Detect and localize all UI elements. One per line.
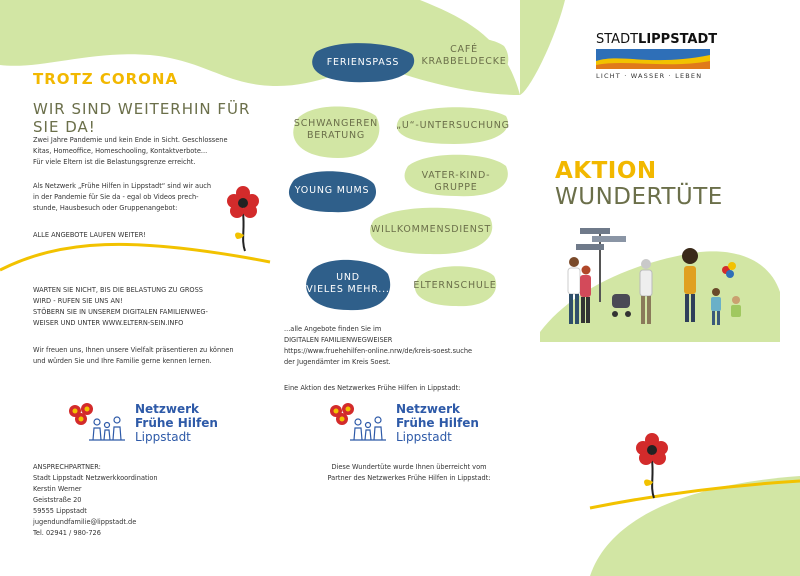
- contact-phone: Tel. 02941 / 980-726: [33, 529, 101, 537]
- aktion-text: Eine Aktion des Netzwerkes Frühe Hilfen in Lippstadt:: [284, 384, 461, 392]
- text-line: ...alle Angebote finden Sie im: [284, 325, 382, 333]
- logo-line-lippstadt: Lippstadt: [135, 430, 191, 444]
- logo-line-fruehe-hilfen: Frühe Hilfen: [135, 416, 218, 430]
- netzwerk-logo: [65, 400, 245, 450]
- logo-line-netzwerk: Netzwerk: [135, 402, 200, 416]
- text-line: STÖBERN SIE IN UNSEREM DIGITALEN FAMILIENWEG-: [33, 308, 208, 316]
- blob-label-vater-kind: VATER-KIND-GRUPPE: [421, 170, 491, 193]
- contact-line: 59555 Lippstadt: [33, 507, 87, 515]
- contact-line: Stadt Lippstadt Netzwerkkoordination: [33, 474, 158, 482]
- text-line: SCHWANGEREN: [293, 118, 379, 129]
- text-line: BERATUNG: [306, 130, 366, 141]
- right-panel: [530, 0, 800, 576]
- network-people-icon: [65, 400, 127, 445]
- all-offers-text: ALLE ANGEBOTE LAUFEN WEITER!: [33, 231, 146, 239]
- blob-label-willkommen: WILLKOMMENSDIENST: [370, 224, 492, 235]
- brand-lippstadt: LIPPSTADT: [638, 32, 718, 47]
- blob-label-young-mums: YOUNG MUMS: [294, 185, 370, 196]
- text-line: Kitas, Homeoffice, Homeschooling, Kontaktverbote...: [33, 147, 208, 155]
- text-line: UND: [336, 272, 360, 283]
- text-line: Zwei Jahre Pandemie und kein Ende in Sicht. Geschlossene: [33, 136, 228, 144]
- title-aktion: AKTION: [555, 158, 657, 184]
- text-line: Als Netzwerk „Frühe Hilfen in Lippstadt“ sind wir auch: [33, 182, 212, 190]
- netzwerk-logo-2: [326, 400, 506, 450]
- blob-label-vieles-mehr: [302, 272, 394, 296]
- blob-label-elternschule: ELTERNSCHULE: [413, 280, 497, 291]
- text-line: und würden Sie und Ihre Familie gerne kennen lernen.: [33, 357, 212, 365]
- text-line: KRABBELDECKE: [421, 56, 507, 67]
- text-line: WEISER UND UNTER WWW.ELTERN-SEIN.INFO: [33, 319, 184, 327]
- welcome-paragraph: [33, 345, 273, 367]
- heading-wir-sind-da: WIR SIND WEITERHIN FÜR SIE DA!: [33, 100, 251, 136]
- title-aktion-wundertuete: [555, 158, 800, 210]
- text-line: Partner des Netzwerkes Frühe Hilfen in Lippstadt:: [327, 474, 491, 482]
- contact-block: [33, 462, 253, 539]
- text-line: CAFÉ: [450, 44, 478, 55]
- contact-line: Geiststraße 20: [33, 496, 82, 504]
- family-illustration: [540, 222, 780, 342]
- call-to-action: [33, 285, 263, 329]
- intro-paragraph: [33, 135, 263, 168]
- network-paragraph: [33, 181, 233, 214]
- text-line: DIGITALEN FAMILIENWEGWEISER: [284, 336, 393, 344]
- logo-line-lippstadt: Lippstadt: [396, 430, 452, 444]
- text-line: in der Pandemie für Sie da - egal ob Videos prech-: [33, 193, 199, 201]
- middle-panel: [270, 0, 530, 576]
- blob-label-schwangeren: [290, 118, 382, 142]
- blob-label-u-untersuchung: „U“-UNTERSUCHUNG: [396, 120, 510, 131]
- title-wundertuete: WUNDERTÜTE: [555, 184, 723, 210]
- text-line: Diese Wundertüte wurde Ihnen überreicht vom: [331, 463, 487, 471]
- text-line: WIRD - RUFEN SIE UNS AN!: [33, 297, 123, 305]
- brand-wave-banner: [596, 49, 710, 69]
- logo-line-netzwerk: Netzwerk: [396, 402, 461, 416]
- contact-heading: ANSPRECHPARTNER:: [33, 463, 101, 471]
- contact-email[interactable]: jugendundfamilie@lippstadt.de: [33, 518, 137, 526]
- text-line: WARTEN SIE NICHT, BIS DIE BELASTUNG ZU GROSS: [33, 286, 203, 294]
- brand-wordmark: [596, 32, 720, 47]
- text-line: VIELES MEHR...: [306, 284, 390, 295]
- text-line: der Jugendämter im Kreis Soest.: [284, 358, 391, 366]
- stadt-lippstadt-logo: [596, 32, 720, 80]
- logo-line-fruehe-hilfen: Frühe Hilfen: [396, 416, 479, 430]
- blob-label-ferienspass: FERIENSPASS: [326, 57, 400, 68]
- brand-stadt: STADT: [596, 32, 639, 47]
- partner-text: [284, 462, 534, 484]
- familienwegweiser-text: [284, 324, 534, 368]
- text-line: stunde, Hausbesuch oder Gruppenangebot:: [33, 204, 178, 212]
- blob-label-cafe: [418, 44, 510, 68]
- network-people-icon: [326, 400, 388, 445]
- text-line: Für viele Eltern ist die Belastungsgrenze erreicht.: [33, 158, 196, 166]
- flower-icon: [634, 432, 674, 502]
- text-line: Wir freuen uns, Ihnen unsere Vielfalt präsentieren zu können: [33, 346, 234, 354]
- left-panel: [0, 0, 270, 576]
- contact-line: Kerstin Werner: [33, 485, 82, 493]
- brand-tagline: LICHT · WASSER · LEBEN: [596, 72, 703, 80]
- heading-trotz-corona: TROTZ CORONA: [33, 70, 179, 88]
- flower-icon: [225, 185, 265, 255]
- wegweiser-link[interactable]: https://www.fruehehilfen-online.nrw/de/kreis-soest.suche: [284, 347, 473, 355]
